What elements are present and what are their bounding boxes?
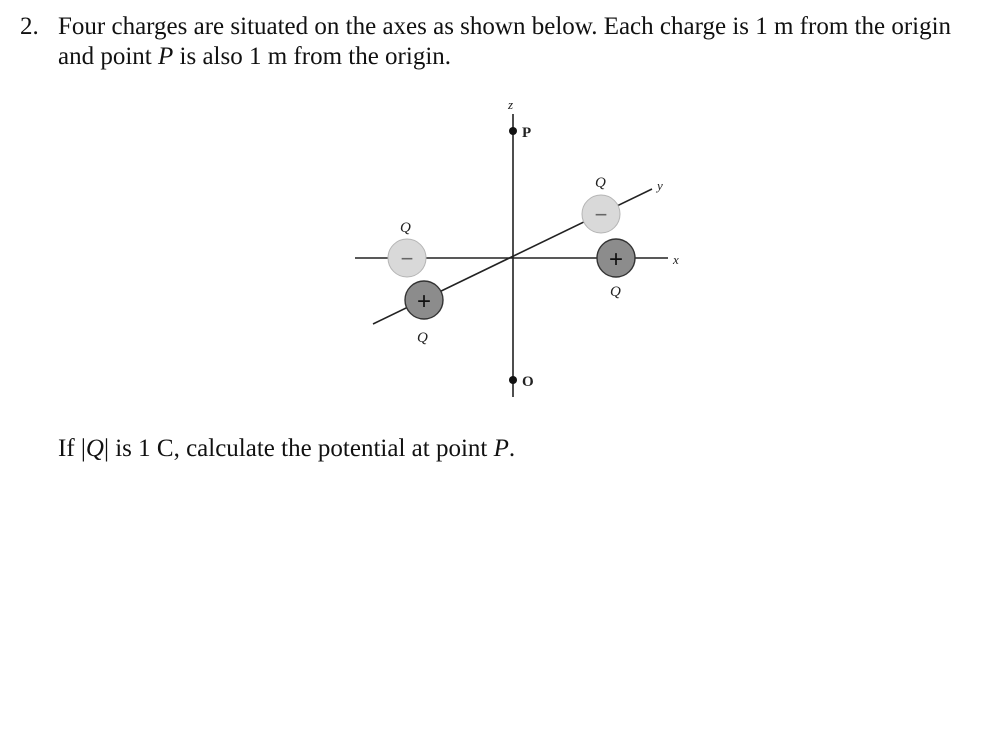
x-axis-label: x bbox=[673, 252, 679, 267]
point-p-label: P bbox=[522, 125, 532, 141]
charge-negative-x-label: Q bbox=[400, 220, 411, 236]
charge-axes-diagram bbox=[340, 92, 700, 412]
question-variable: Q bbox=[85, 435, 104, 462]
charge-negative-y-sign: − bbox=[594, 202, 608, 227]
charge-negative-y-label: Q bbox=[595, 175, 606, 191]
point-o-dot bbox=[509, 376, 517, 384]
charge-positive-x-sign: + bbox=[608, 246, 624, 273]
problem-number: 2. bbox=[20, 13, 39, 40]
question-suffix: . bbox=[508, 435, 516, 462]
y-axis-label: y bbox=[657, 178, 663, 193]
problem-line-2-prefix: and point bbox=[58, 43, 158, 70]
point-p-dot bbox=[509, 127, 517, 135]
charge-positive-x-label: Q bbox=[610, 284, 621, 300]
charge-positive-y-sign: + bbox=[416, 288, 432, 315]
point-p-reference: P bbox=[158, 43, 174, 70]
problem-line-2-suffix: is also 1 m from the origin. bbox=[173, 43, 452, 70]
problem-line-1 bbox=[20, 12, 951, 42]
question-text bbox=[58, 434, 515, 464]
charge-axes-figure bbox=[340, 92, 700, 412]
problem-sentence-1: Four charges are situated on the axes as shown below. Each charge is 1 m from the origin bbox=[58, 13, 952, 40]
charge-negative-x-sign: − bbox=[400, 246, 414, 271]
z-axis-label: z bbox=[508, 97, 514, 112]
point-o-label: O bbox=[522, 374, 534, 390]
charge-positive-y-label: Q bbox=[417, 330, 428, 346]
question-prefix: If | bbox=[58, 435, 86, 462]
question-point: P bbox=[493, 435, 509, 462]
problem-line-2 bbox=[58, 42, 451, 72]
question-middle: | is 1 C, calculate the potential at point bbox=[103, 435, 494, 462]
